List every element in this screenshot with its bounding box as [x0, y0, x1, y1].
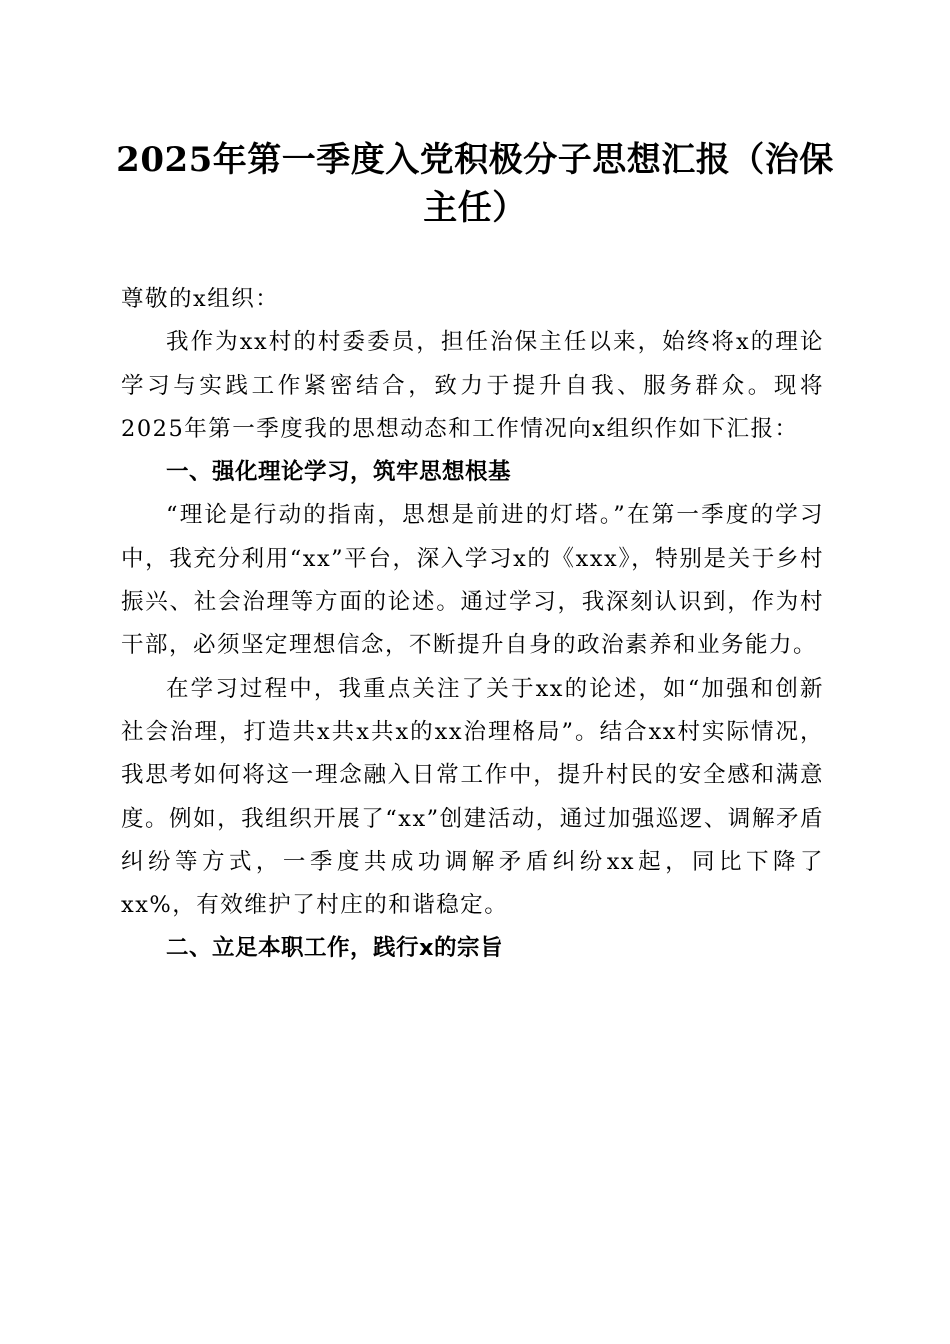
- section1-paragraph-1: “理论是行动的指南，思想是前进的灯塔。”在第一季度的学习中，我充分利用“xx”平台，深入学习x的《xxx》，特别是关于乡村振兴、社会治理等方面的论述。通过学习，我深刻认识到，作为村干部，必须坚定理想信念，不断提升自身的政治素养和业务能力。: [121, 502, 824, 659]
- section1-paragraph-2: 在学习过程中，我重点关注了关于xx的论述，如“加强和创新社会治理，打造共x共x共x的xx治理格局”。结合xx村实际情况，我思考如何将这一理念融入日常工作中，提升村民的安全感和满意度。例如，我组织开展了“xx”创建活动，通过加强巡逻、调解矛盾纠纷等方式，一季度共成功调解矛盾纠纷xx起，同比下降了xx%，有效维护了村庄的和谐稳定。: [121, 675, 824, 919]
- document-title: 2025年第一季度入党积极分子思想汇报（治保主任）: [116, 140, 834, 228]
- salutation: 尊敬的x组织：: [121, 286, 280, 312]
- section-heading-2: 二、立足本职工作，践行x的宗旨: [166, 935, 504, 962]
- section-heading-1: 一、强化理论学习，筑牢思想根基: [166, 459, 512, 486]
- document-body: [121, 278, 824, 971]
- intro-paragraph: 我作为xx村的村委委员，担任治保主任以来，始终将x的理论学习与实践工作紧密结合，致力于提升自我、服务群众。现将2025年第一季度我的思想动态和工作情况向x组织作如下汇报：: [121, 329, 824, 442]
